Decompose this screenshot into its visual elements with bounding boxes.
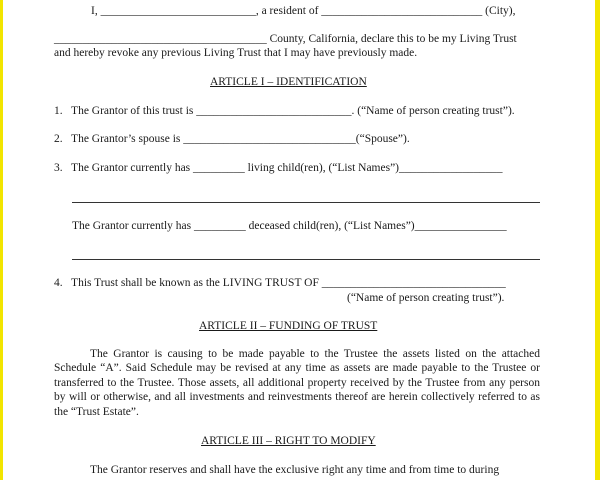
yellow-frame-right <box>595 0 600 480</box>
article-1-item-3b: The Grantor currently has _________ deceased child(ren), (“List Names”)________________ <box>72 220 507 232</box>
intro-line-3: and hereby revoke any previous Living Trust that I may have previously made. <box>54 47 418 59</box>
article-1-heading: ARTICLE I – IDENTIFICATION <box>210 76 367 88</box>
article-1-item-4-note: (“Name of person creating trust”). <box>347 292 505 304</box>
article-1-item-1: 1. The Grantor of this trust is ___________________________. (“Name of person creating trust”). <box>54 105 515 117</box>
yellow-frame-left <box>0 0 3 480</box>
article-1-item-4: 4. This Trust shall be known as the LIVING TRUST OF ________________________________ <box>54 277 506 289</box>
intro-line-1: I, ___________________________, a resident of ____________________________ (City), <box>91 5 516 17</box>
article-1-item-3: 3. The Grantor currently has _________ living child(ren), (“List Names”)__________________ <box>54 162 503 174</box>
article-2-heading: ARTICLE II – FUNDING OF TRUST <box>199 320 378 332</box>
intro-line-2: _____________________________________ County, California, declare this to be my Living Trust <box>54 33 517 45</box>
article-2-paragraph: The Grantor is causing to be made payable to the Trustee the assets listed on the attached Schedule “A”. Said Schedule may be revised at any time as assets are made payable to the Trustee or transferred to the Trustee. Those assets, all additional property received by the Trustee from any person by will or otherwise, and all investments and reinvestments thereof are herein collectively referred to as the “Trust Estate”. <box>54 348 540 418</box>
article-1-item-2: 2. The Grantor’s spouse is ______________________________(“Spouse”). <box>54 133 410 145</box>
article-3-heading: ARTICLE III – RIGHT TO MODIFY <box>201 435 376 447</box>
blank-line-deceased-children <box>72 259 540 260</box>
blank-line-living-children <box>72 202 540 203</box>
article-3-paragraph: The Grantor reserves and shall have the exclusive right any time and from time to during <box>90 464 500 476</box>
